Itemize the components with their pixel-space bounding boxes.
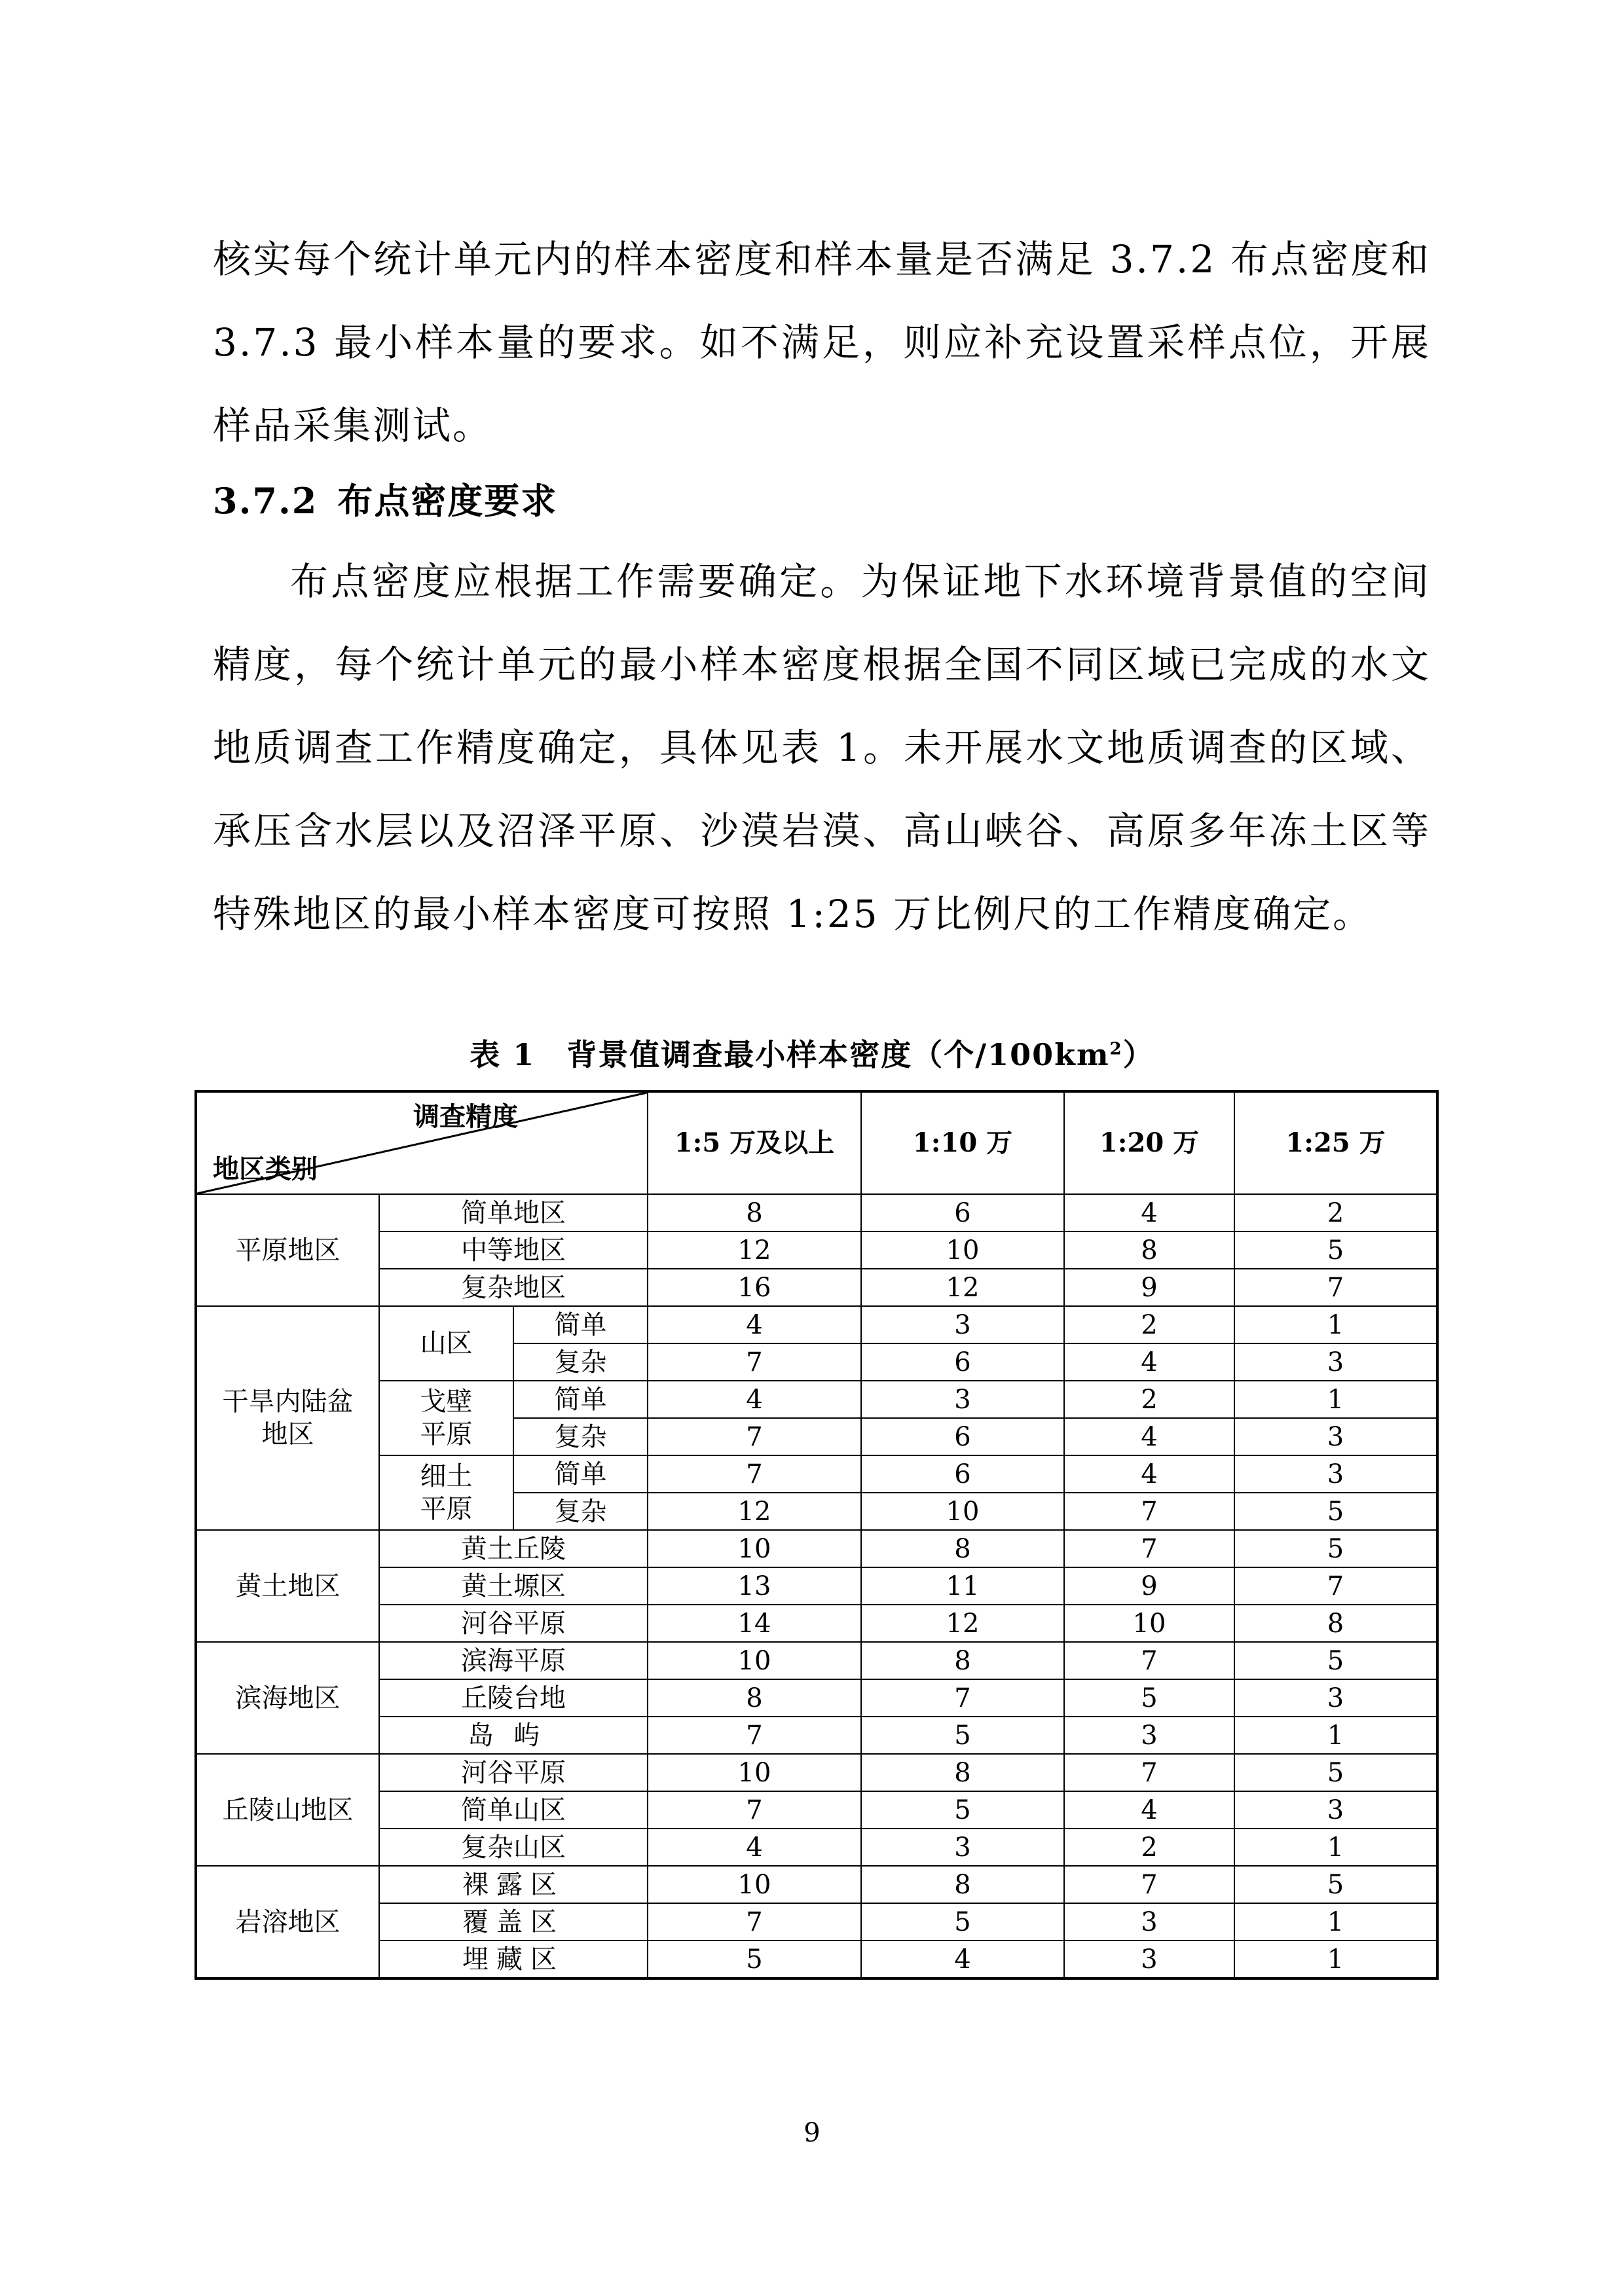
section-heading	[213, 465, 557, 537]
value-cell: 14	[648, 1605, 861, 1642]
value-cell: 4	[1064, 1418, 1234, 1455]
row-label: 岛屿	[379, 1717, 648, 1754]
value-cell: 3	[1234, 1791, 1437, 1829]
row-label: 裸露区	[379, 1866, 648, 1903]
value-cell: 8	[861, 1866, 1064, 1903]
value-cell: 4	[648, 1829, 861, 1866]
value-cell: 7	[1064, 1754, 1234, 1791]
column-header: 1:5 万及以上	[648, 1091, 861, 1194]
value-cell: 3	[861, 1381, 1064, 1418]
value-cell: 8	[861, 1642, 1064, 1679]
value-cell: 2	[1234, 1194, 1437, 1231]
group-cell: 平原地区	[196, 1194, 379, 1306]
value-cell: 6	[861, 1455, 1064, 1493]
value-cell: 10	[648, 1754, 861, 1791]
value-cell: 5	[1064, 1679, 1234, 1717]
value-cell: 2	[1064, 1829, 1234, 1866]
value-cell: 7	[648, 1418, 861, 1455]
value-cell: 3	[861, 1829, 1064, 1866]
value-cell: 7	[648, 1903, 861, 1941]
header-region-type: 地区类别	[213, 1154, 318, 1184]
value-cell: 7	[648, 1791, 861, 1829]
row-label: 黄土丘陵	[379, 1530, 648, 1567]
value-cell: 7	[1064, 1866, 1234, 1903]
column-header: 1:20 万	[1064, 1091, 1234, 1194]
value-cell: 5	[861, 1903, 1064, 1941]
value-cell: 10	[648, 1866, 861, 1903]
value-cell: 12	[861, 1605, 1064, 1642]
value-cell: 3	[1064, 1941, 1234, 1978]
group-cell: 黄土地区	[196, 1530, 379, 1642]
table-row	[196, 1530, 1437, 1567]
value-cell: 8	[1234, 1605, 1437, 1642]
value-cell: 10	[861, 1231, 1064, 1269]
density-table	[194, 1090, 1439, 1980]
value-cell: 5	[1234, 1866, 1437, 1903]
table-row	[196, 1791, 1437, 1829]
value-cell: 3	[1234, 1418, 1437, 1455]
value-cell: 7	[1234, 1269, 1437, 1306]
value-cell: 2	[1064, 1381, 1234, 1418]
column-header: 1:10 万	[861, 1091, 1064, 1194]
value-cell: 3	[1234, 1679, 1437, 1717]
paragraph-continuation: 核实每个统计单元内的样本密度和样本量是否满足 3.7.2 布点密度和 3.7.3 最小样本量的要求。如不满足，则应补充设置采样点位，开展样品采集测试。	[213, 237, 1431, 448]
value-cell: 5	[861, 1717, 1064, 1754]
table-row	[196, 1381, 1437, 1418]
table-row	[196, 1455, 1437, 1493]
value-cell: 7	[1064, 1530, 1234, 1567]
value-cell: 7	[648, 1455, 861, 1493]
page-number: 9	[803, 2118, 821, 2148]
value-cell: 8	[861, 1754, 1064, 1791]
table-row	[196, 1941, 1437, 1978]
table-row	[196, 1754, 1437, 1791]
value-cell: 4	[1064, 1194, 1234, 1231]
table-caption-end: ）	[1122, 1037, 1154, 1072]
value-cell: 12	[648, 1493, 861, 1530]
value-cell: 1	[1234, 1381, 1437, 1418]
value-cell: 4	[648, 1306, 861, 1343]
row-label: 简单	[513, 1381, 648, 1418]
section-number: 3.7.2	[213, 480, 318, 522]
value-cell: 6	[861, 1343, 1064, 1381]
table-row	[196, 1567, 1437, 1605]
group-label-arid: 干旱内陆盆地区	[222, 1387, 354, 1449]
table-row	[196, 1642, 1437, 1679]
table-row	[196, 1903, 1437, 1941]
row-label: 埋藏区	[379, 1941, 648, 1978]
row-label: 复杂	[513, 1493, 648, 1530]
value-cell: 1	[1234, 1306, 1437, 1343]
value-cell: 5	[1234, 1493, 1437, 1530]
value-cell: 7	[1064, 1493, 1234, 1530]
row-label: 简单山区	[379, 1791, 648, 1829]
table-row	[196, 1306, 1437, 1343]
diagonal-header-cell	[196, 1091, 648, 1194]
group-cell: 丘陵山地区	[196, 1754, 379, 1866]
value-cell: 9	[1064, 1567, 1234, 1605]
row-label: 河谷平原	[379, 1605, 648, 1642]
value-cell: 3	[1234, 1455, 1437, 1493]
value-cell: 11	[861, 1567, 1064, 1605]
section-title: 布点密度要求	[337, 480, 558, 522]
value-cell: 7	[648, 1343, 861, 1381]
value-cell: 4	[1064, 1791, 1234, 1829]
value-cell: 4	[1064, 1343, 1234, 1381]
value-cell: 10	[648, 1530, 861, 1567]
value-cell: 1	[1234, 1829, 1437, 1866]
row-label: 河谷平原	[379, 1754, 648, 1791]
value-cell: 4	[648, 1381, 861, 1418]
table-caption	[0, 1031, 1624, 1074]
value-cell: 8	[861, 1530, 1064, 1567]
group-cell: 岩溶地区	[196, 1866, 379, 1978]
table-row	[196, 1269, 1437, 1306]
value-cell: 7	[1064, 1642, 1234, 1679]
value-cell: 3	[1064, 1903, 1234, 1941]
subgroup-cell	[379, 1381, 513, 1455]
value-cell: 8	[1064, 1231, 1234, 1269]
value-cell: 7	[1234, 1567, 1437, 1605]
value-cell: 3	[1234, 1343, 1437, 1381]
value-cell: 5	[1234, 1642, 1437, 1679]
value-cell: 12	[648, 1231, 861, 1269]
row-label: 滨海平原	[379, 1642, 648, 1679]
value-cell: 1	[1234, 1903, 1437, 1941]
value-cell: 9	[1064, 1269, 1234, 1306]
row-label: 中等地区	[379, 1231, 648, 1269]
value-cell: 5	[1234, 1231, 1437, 1269]
value-cell: 7	[648, 1717, 861, 1754]
table-row	[196, 1679, 1437, 1717]
table-row	[196, 1194, 1437, 1231]
row-label: 覆盖区	[379, 1903, 648, 1941]
value-cell: 10	[648, 1642, 861, 1679]
table-row	[196, 1829, 1437, 1866]
row-label: 丘陵台地	[379, 1679, 648, 1717]
value-cell: 16	[648, 1269, 861, 1306]
table-row	[196, 1605, 1437, 1642]
value-cell: 8	[648, 1194, 861, 1231]
value-cell: 5	[1234, 1754, 1437, 1791]
value-cell: 10	[1064, 1605, 1234, 1642]
value-cell: 1	[1234, 1717, 1437, 1754]
row-label: 复杂地区	[379, 1269, 648, 1306]
group-cell	[196, 1306, 379, 1530]
table-caption-main: 表 1 背景值调查最小样本密度（个/100km	[470, 1037, 1110, 1072]
value-cell: 3	[861, 1306, 1064, 1343]
value-cell: 7	[861, 1679, 1064, 1717]
group-cell: 滨海地区	[196, 1642, 379, 1754]
value-cell: 2	[1064, 1306, 1234, 1343]
value-cell: 10	[861, 1493, 1064, 1530]
table-row	[196, 1866, 1437, 1903]
value-cell: 4	[1064, 1455, 1234, 1493]
paragraph-density: 布点密度应根据工作需要确定。为保证地下水环境背景值的空间精度，每个统计单元的最小样本密度根据全国不同区域已完成的水文地质调查工作精度确定，具体见表 1。未开展水文地质调查的区域、承压含水层以及沼泽平原、沙漠岩漠、高山峡谷、高原多年冻土区等特殊地区的最小样本密度可按照 1:25 万比例尺的工作精度确定。	[213, 559, 1431, 936]
value-cell: 5	[861, 1791, 1064, 1829]
value-cell: 1	[1234, 1941, 1437, 1978]
value-cell: 6	[861, 1194, 1064, 1231]
table-row	[196, 1231, 1437, 1269]
table-caption-sup: 2	[1109, 1039, 1123, 1059]
value-cell: 3	[1064, 1717, 1234, 1754]
value-cell: 12	[861, 1269, 1064, 1306]
table-header-row	[196, 1091, 1437, 1194]
value-cell: 8	[648, 1679, 861, 1717]
row-label: 简单	[513, 1306, 648, 1343]
subgroup-label-gobi: 戈壁平原	[420, 1387, 473, 1449]
value-cell: 13	[648, 1567, 861, 1605]
value-cell: 5	[648, 1941, 861, 1978]
value-cell: 5	[1234, 1530, 1437, 1567]
header-precision: 调查精度	[413, 1101, 518, 1132]
row-label: 简单	[513, 1455, 648, 1493]
row-label: 简单地区	[379, 1194, 648, 1231]
value-cell: 6	[861, 1418, 1064, 1455]
column-header: 1:25 万	[1234, 1091, 1437, 1194]
row-label: 复杂	[513, 1343, 648, 1381]
value-cell: 4	[861, 1941, 1064, 1978]
row-label: 复杂	[513, 1418, 648, 1455]
row-label: 黄土塬区	[379, 1567, 648, 1605]
subgroup-cell: 山区	[379, 1306, 513, 1381]
subgroup-cell	[379, 1455, 513, 1530]
row-label: 复杂山区	[379, 1829, 648, 1866]
table-row	[196, 1717, 1437, 1754]
subgroup-label-fine: 细土平原	[420, 1461, 473, 1524]
